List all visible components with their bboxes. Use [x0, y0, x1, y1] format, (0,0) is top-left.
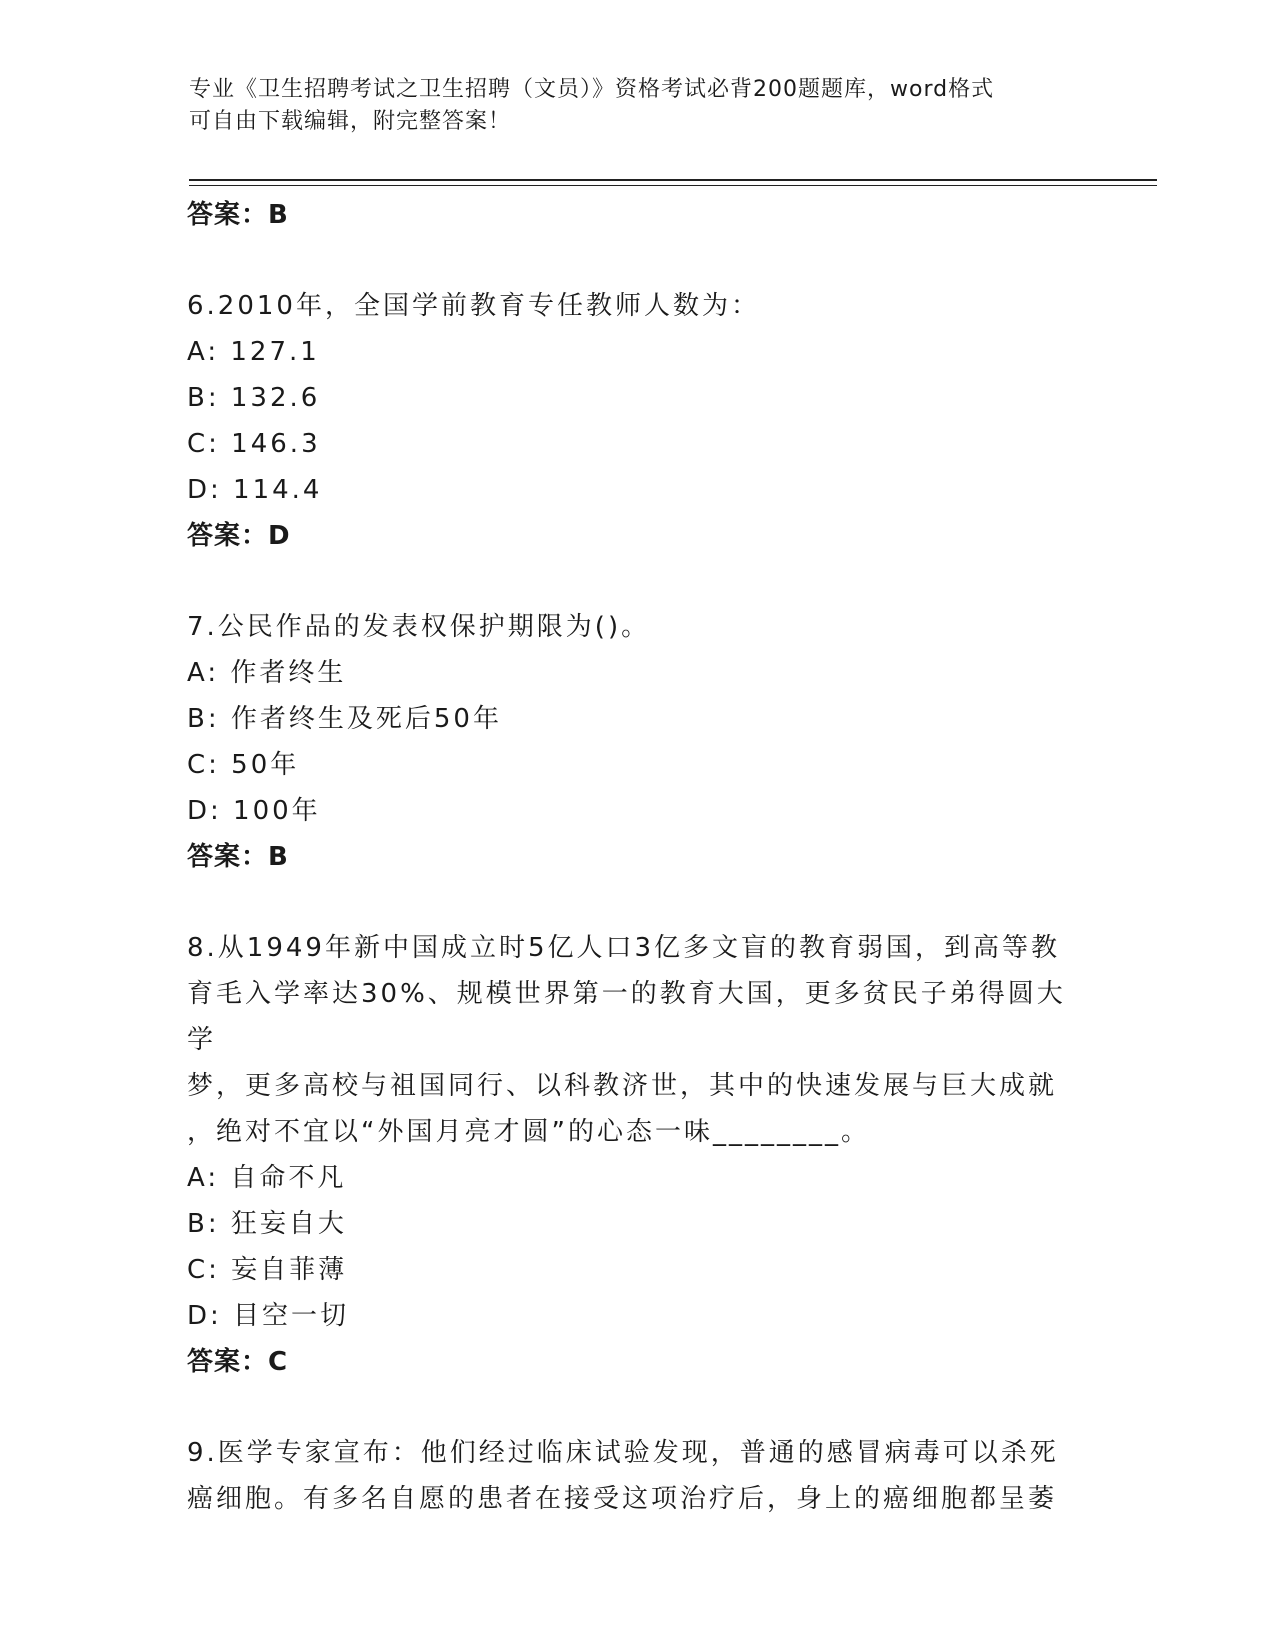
question-text-line: 梦，更多高校与祖国同行、以科教济世，其中的快速发展与巨大成就	[187, 1071, 1058, 1101]
question-text-line: 育毛入学率达30%、规模世界第一的教育大国，更多贫民子弟得圆大学	[187, 979, 1066, 1055]
option-b: B: 作者终生及死后50年	[187, 704, 502, 734]
option-b: B: 132.6	[187, 383, 321, 413]
question-text-line: 8.从1949年新中国成立时5亿人口3亿多文盲的教育弱国，到高等教	[187, 933, 1061, 963]
header-divider	[189, 179, 1157, 186]
option-b: B: 狂妄自大	[187, 1209, 347, 1239]
question-text-line: 癌细胞。有多名自愿的患者在接受这项治疗后，身上的癌细胞都呈萎	[187, 1484, 1058, 1514]
spacer	[187, 238, 1087, 283]
option-d: D: 目空一切	[187, 1301, 350, 1331]
option-d: D: 100年	[187, 796, 321, 826]
option-a: A: 127.1	[187, 337, 320, 367]
question-6	[187, 283, 1087, 559]
question-text-line: 9.医学专家宣布：他们经过临床试验发现，普通的感冒病毒可以杀死	[187, 1438, 1059, 1468]
question-text: 7.公民作品的发表权保护期限为()。	[187, 612, 651, 642]
spacer	[187, 1385, 1087, 1430]
header-title-line-1: 专业《卫生招聘考试之卫生招聘（文员）》资格考试必背200题题库，word格式	[189, 77, 995, 102]
header-title-line-2: 可自由下载编辑，附完整答案！	[189, 109, 512, 134]
question-text: 6.2010年，全国学前教育专任教师人数为：	[187, 291, 760, 321]
question-8	[187, 925, 1087, 1385]
question-9	[187, 1430, 1087, 1522]
question-list	[187, 192, 1087, 1522]
option-c: C: 妄自菲薄	[187, 1255, 348, 1285]
option-a: A: 自命不凡	[187, 1163, 347, 1193]
question-text-line: ，绝对不宜以“外国月亮才圆”的心态一味________。	[187, 1117, 870, 1147]
answer-q8: 答案：C	[187, 1347, 289, 1377]
spacer	[187, 880, 1087, 925]
page-header	[189, 74, 1089, 138]
answer-q6: 答案：D	[187, 521, 291, 551]
option-c: C: 146.3	[187, 429, 321, 459]
option-a: A: 作者终生	[187, 658, 347, 688]
question-7	[187, 604, 1087, 880]
option-c: C: 50年	[187, 750, 300, 780]
answer-q7: 答案：B	[187, 842, 289, 872]
answer-q5: 答案：B	[187, 200, 289, 230]
option-d: D: 114.4	[187, 475, 323, 505]
spacer	[187, 559, 1087, 604]
